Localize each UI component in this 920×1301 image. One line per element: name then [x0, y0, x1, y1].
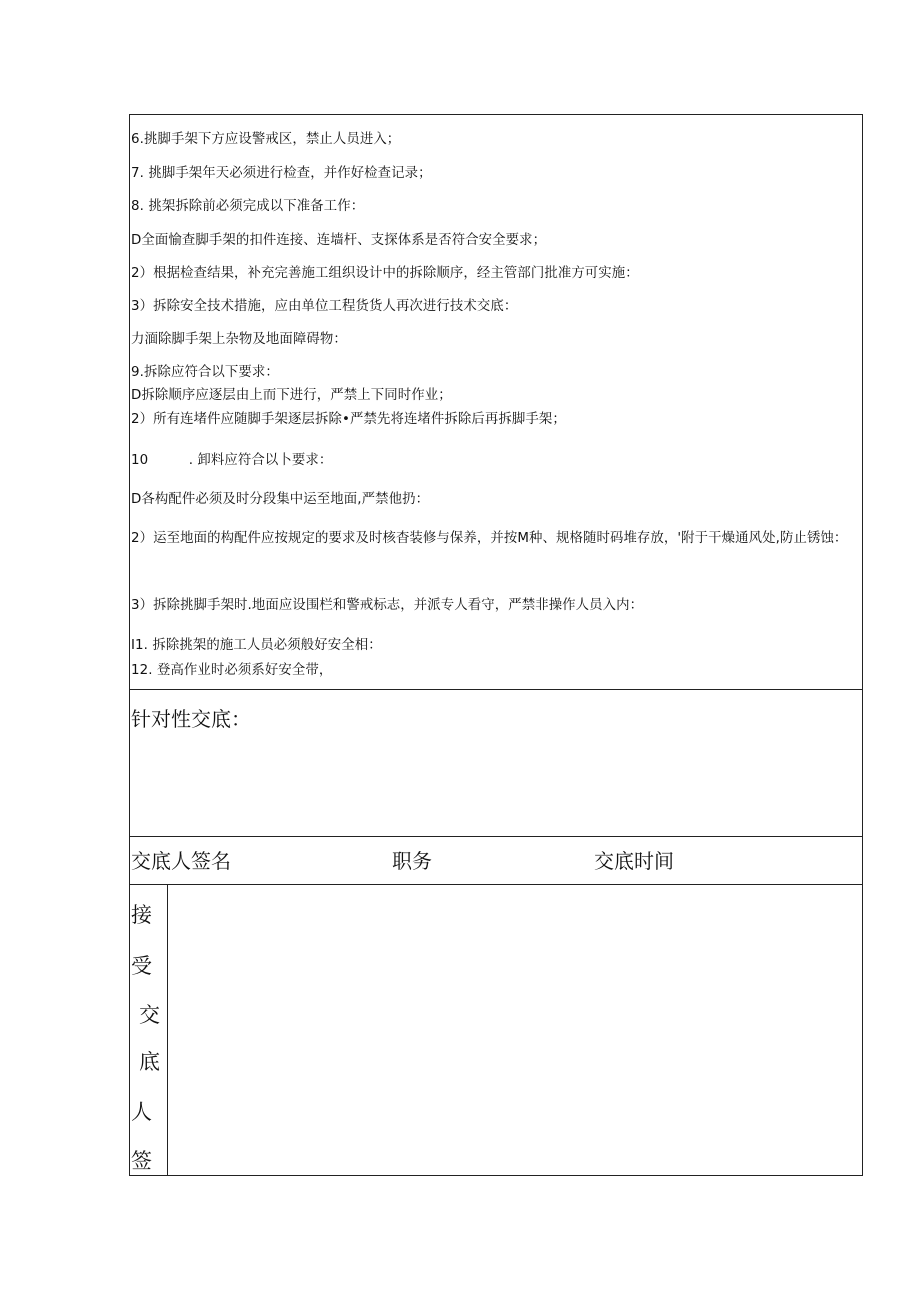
receiver-label-char: 接	[131, 903, 152, 927]
disclosure-table	[129, 114, 863, 1176]
receiver-label-char: 底	[139, 1050, 160, 1074]
content-line: 7. 挑脚手架年天必须进行检查，并作好检查记录；	[131, 166, 432, 181]
safety-content-section	[130, 115, 862, 690]
content-line: D各构配件必须及时分段集中运至地面,严禁他扔：	[131, 492, 430, 507]
content-line: 9.拆除应符合以下要求：	[131, 365, 279, 380]
content-line: I1. 拆除挑架的施工人员必须般好安全相：	[131, 638, 382, 653]
content-line: 8. 挑架拆除前必须完成以下准备工作：	[131, 199, 365, 214]
receiver-label-char: 人	[131, 1100, 152, 1124]
content-line: D全面愉查脚手架的扣件连接、连墙杆、支探体系是否符合安全要求；	[131, 233, 547, 248]
content-line: 3）拆除挑脚手架时.地面应设围栏和警戒标志，并派专人看守，严禁非操作人员入内：	[131, 598, 644, 613]
content-line: 6.挑脚手架下方应设警戒区，禁止人员进入；	[131, 132, 401, 147]
content-line: 2）运至地面的构配件应按规定的要求及时核杳装修与保养，并按M种、规格随时码堆存放，'附于干燥通风处,防止锈蚀：	[131, 531, 848, 546]
content-line: D拆除顺序应逐层由上而下进行，严禁上下同时作业；	[131, 388, 452, 403]
content-line: 10 . 卸料应符合以卜要求：	[131, 453, 333, 468]
content-line: 力湎除脚手架上杂物及地面障碍物：	[131, 332, 347, 347]
content-line: 12. 登高作业时必须系好安全带，	[131, 663, 333, 678]
receiver-label-char: 交	[139, 1003, 160, 1027]
content-line: 2）根据检查结果，补充完善施工组织设计中的拆除顺序，经主管部门批准方可实施：	[131, 266, 639, 281]
signature-row	[130, 837, 862, 885]
targeted-disclosure-label: 针对性交底：	[131, 707, 251, 731]
receiver-signature-area[interactable]	[168, 885, 862, 1175]
content-line: 2）所有连堵件应随脚手架逐层拆除•严禁先将连堵件拆除后再拆脚手架；	[131, 412, 566, 427]
content-line: 3）拆除安全技术措施，应由单位工程货货人再次进行技术交底：	[131, 299, 518, 314]
receiver-label-char: 受	[131, 954, 152, 978]
time-label: 交底时间	[594, 849, 674, 873]
position-label: 职务	[392, 849, 432, 873]
receiver-label-column	[130, 885, 168, 1175]
receiver-label-char: 签	[131, 1149, 152, 1173]
signer-label: 交底人签名	[131, 849, 231, 873]
receiver-signature-section	[130, 885, 862, 1175]
targeted-disclosure-section	[130, 690, 862, 837]
